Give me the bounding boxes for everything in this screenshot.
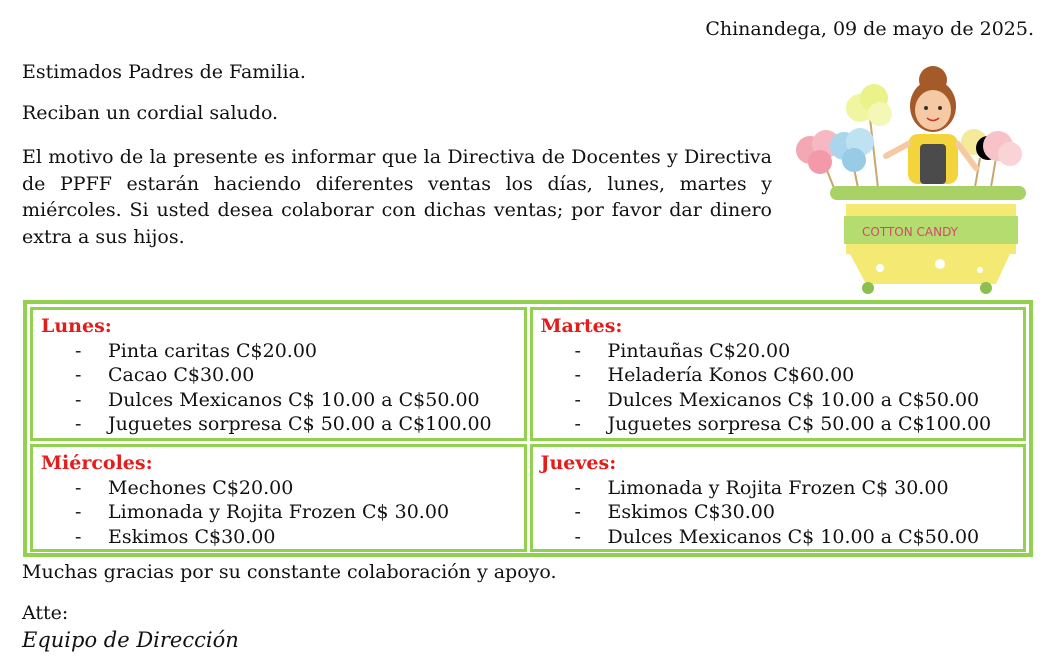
day-cell-martes xyxy=(530,307,1027,441)
svg-text:COTTON CANDY: COTTON CANDY xyxy=(862,225,958,239)
day-label: Lunes: xyxy=(41,315,112,337)
vendor-figure xyxy=(886,66,976,184)
list-item: - Pintauñas C$20.00 xyxy=(541,339,1024,364)
salutation: Reciban un cordial saludo. xyxy=(22,102,279,124)
cart-icon xyxy=(830,186,1026,294)
sales-schedule-table xyxy=(23,300,1033,557)
list-item: - Pinta caritas C$20.00 xyxy=(41,339,524,364)
day-label: Martes: xyxy=(540,315,623,337)
signature: Equipo de Dirección xyxy=(22,628,239,652)
atte-label: Atte: xyxy=(22,602,69,624)
list-item: - Cacao C$30.00 xyxy=(41,363,524,388)
letter-date: Chinandega, 09 de mayo de 2025. xyxy=(705,18,1034,40)
list-item: - Heladería Konos C$60.00 xyxy=(541,363,1024,388)
day-cell-lunes xyxy=(30,307,527,441)
closing-text: Muchas gracias por su constante colaboración y apoyo. xyxy=(22,561,557,583)
list-item: - Dulces Mexicanos C$ 10.00 a C$50.00 xyxy=(541,388,1024,413)
list-item: - Juguetes sorpresa C$ 50.00 a C$100.00 xyxy=(41,412,524,437)
day-label: Miércoles: xyxy=(41,452,153,474)
day-cell-miercoles xyxy=(30,444,527,552)
list-item: - Juguetes sorpresa C$ 50.00 a C$100.00 xyxy=(541,412,1024,437)
cotton-candy-illustration xyxy=(790,58,1035,298)
greeting: Estimados Padres de Familia. xyxy=(22,61,306,83)
list-item: - Dulces Mexicanos C$ 10.00 a C$50.00 xyxy=(41,388,524,413)
list-item: - Limonada y Rojita Frozen C$ 30.00 xyxy=(41,500,524,525)
list-item: - Mechones C$20.00 xyxy=(41,476,524,501)
list-item: - Eskimos C$30.00 xyxy=(41,525,524,550)
list-item: - Dulces Mexicanos C$ 10.00 a C$50.00 xyxy=(541,525,1024,550)
letter-body: El motivo de la presente es informar que la Directiva de Docentes y Directiva de PPFF estarán haciendo diferentes ventas los días, lunes, martes y miércoles. Si usted desea colaborar con dichas ventas; por favor dar dinero extra a sus hijos. xyxy=(22,146,772,248)
day-label: Jueves: xyxy=(540,452,617,474)
list-item: - Eskimos C$30.00 xyxy=(541,500,1024,525)
list-item: - Limonada y Rojita Frozen C$ 30.00 xyxy=(541,476,1024,501)
day-cell-jueves xyxy=(530,444,1027,552)
